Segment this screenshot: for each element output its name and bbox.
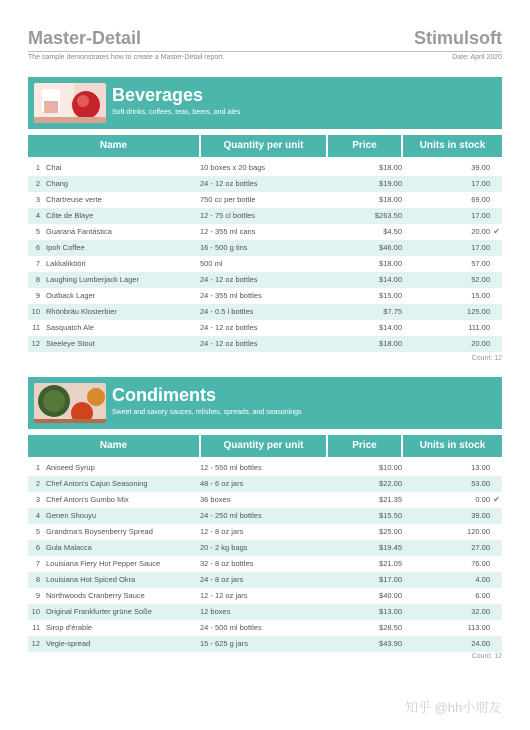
product-name: Sirop d'érable	[46, 623, 93, 632]
product-rows	[28, 460, 502, 652]
table-row	[28, 620, 502, 636]
table-header	[28, 435, 502, 457]
column-header-quantity: Quantity per unit	[201, 435, 326, 457]
product-stock: 0.00	[475, 495, 490, 504]
discontinued-check-icon: ✔	[493, 227, 500, 236]
product-stock: 6.00	[475, 591, 490, 600]
product-quantity: 24 - 12 oz bottles	[200, 323, 258, 332]
product-quantity: 12 - 355 ml cans	[200, 227, 256, 236]
product-quantity: 48 - 6 oz jars	[200, 479, 244, 488]
product-stock: 76.00	[471, 559, 490, 568]
product-quantity: 24 - 250 ml bottles	[200, 511, 262, 520]
product-stock: 20.00	[471, 339, 490, 348]
product-stock: 39.00	[471, 511, 490, 520]
product-quantity: 24 - 0.5 l bottles	[200, 307, 254, 316]
product-price: $14.00	[379, 275, 402, 284]
table-row	[28, 304, 502, 320]
table-row	[28, 572, 502, 588]
report-subtitle: The sample demonstrates how to create a Master-Detail report.	[28, 54, 225, 61]
product-quantity: 16 - 500 g tins	[200, 243, 248, 252]
product-price: $10.00	[379, 463, 402, 472]
product-quantity: 500 ml	[200, 259, 223, 268]
product-quantity: 24 - 8 oz jars	[200, 575, 244, 584]
row-number: 4	[35, 211, 40, 220]
product-quantity: 32 - 8 oz bottles	[200, 559, 254, 568]
table-row	[28, 240, 502, 256]
table-row	[28, 192, 502, 208]
table-row	[28, 336, 502, 352]
product-quantity: 24 - 500 ml bottles	[200, 623, 262, 632]
product-price: $18.00	[379, 339, 402, 348]
table-row	[28, 508, 502, 524]
product-quantity: 36 boxes	[200, 495, 231, 504]
product-quantity: 750 cc per bottle	[200, 195, 256, 204]
table-header	[28, 135, 502, 157]
row-number: 11	[32, 623, 40, 632]
row-count: Count: 12	[471, 653, 502, 660]
product-name: Chef Anton's Cajun Seasoning	[46, 479, 148, 488]
product-name: Chef Anton's Gumbo Mix	[46, 495, 129, 504]
header-divider	[28, 51, 502, 52]
row-count: Count: 12	[471, 355, 502, 362]
discontinued-check-icon: ✔	[493, 495, 500, 504]
product-quantity: 12 - 12 oz jars	[200, 591, 248, 600]
brand-name: Stimulsoft	[414, 28, 502, 48]
product-name: Outback Lager	[46, 291, 96, 300]
product-price: $15.50	[379, 511, 402, 520]
product-price: $19.45	[379, 543, 402, 552]
product-name: Guaraná Fantástica	[46, 227, 112, 236]
product-stock: 20.00	[471, 227, 490, 236]
product-stock: 15.00	[471, 291, 490, 300]
product-price: $43.90	[379, 639, 402, 648]
table-row	[28, 524, 502, 540]
product-price: $17.00	[379, 575, 402, 584]
product-name: Laughing Lumberjack Lager	[46, 275, 139, 284]
category-image	[34, 383, 106, 423]
row-number: 9	[35, 291, 40, 300]
column-header-stock: Units in stock	[403, 135, 502, 157]
row-number: 7	[35, 559, 40, 568]
table-row	[28, 636, 502, 652]
table-row	[28, 320, 502, 336]
category-description: Sweet and savory sauces, relishes, spreads, and seasonings	[112, 409, 302, 416]
product-stock: 17.00	[471, 243, 490, 252]
product-name: Grandma's Boysenberry Spread	[46, 527, 153, 536]
row-number: 7	[35, 259, 40, 268]
product-name: Vegie-spread	[46, 639, 91, 648]
product-quantity: 10 boxes x 20 bags	[200, 163, 266, 172]
table-row	[28, 208, 502, 224]
product-stock: 111.00	[468, 323, 490, 332]
product-stock: 17.00	[471, 179, 490, 188]
category-banner	[28, 377, 502, 429]
table-row	[28, 492, 502, 508]
product-stock: 57.00	[471, 259, 490, 268]
product-price: $28.50	[379, 623, 402, 632]
product-name: Genen Shouyu	[46, 511, 97, 520]
product-stock: 17.00	[471, 211, 490, 220]
product-price: $18.00	[379, 259, 402, 268]
row-number: 4	[35, 511, 40, 520]
product-price: $263.50	[374, 211, 402, 220]
product-stock: 32.00	[471, 607, 490, 616]
product-price: $21.35	[379, 495, 402, 504]
product-stock: 69.00	[471, 195, 490, 204]
product-price: $4.50	[383, 227, 402, 236]
table-row	[28, 160, 502, 176]
product-price: $18.00	[379, 195, 402, 204]
table-row	[28, 588, 502, 604]
product-name: Original Frankfurter grüne Soße	[46, 607, 152, 616]
table-row	[28, 176, 502, 192]
category-banner	[28, 77, 502, 129]
product-quantity: 24 - 12 oz bottles	[200, 339, 258, 348]
product-stock: 53.00	[471, 479, 490, 488]
row-number: 6	[35, 243, 40, 252]
product-stock: 120.00	[467, 527, 490, 536]
row-number: 3	[35, 495, 40, 504]
table-row	[28, 556, 502, 572]
category-description: Soft drinks, coffees, teas, beers, and ales	[112, 109, 241, 116]
product-price: $18.00	[379, 163, 402, 172]
product-name: Sasquatch Ale	[46, 323, 94, 332]
row-number: 2	[35, 179, 40, 188]
row-number: 5	[35, 227, 40, 236]
product-price: $40.00	[379, 591, 402, 600]
product-price: $14.00	[379, 323, 402, 332]
row-number: 10	[31, 307, 40, 316]
column-header-name: Name	[28, 135, 199, 157]
row-number: 12	[31, 639, 40, 648]
product-name: Ipoh Coffee	[46, 243, 85, 252]
table-row	[28, 476, 502, 492]
product-stock: 13.00	[471, 463, 490, 472]
row-number: 11	[32, 323, 40, 332]
product-name: Lakkalikööri	[46, 259, 86, 268]
product-stock: 24.00	[471, 639, 490, 648]
row-number: 2	[35, 479, 40, 488]
table-row	[28, 256, 502, 272]
product-name: Louisiana Fiery Hot Pepper Sauce	[46, 559, 161, 568]
product-stock: 52.00	[471, 275, 490, 284]
product-stock: 27.00	[471, 543, 490, 552]
product-name: Rhönbräu Klosterbier	[46, 307, 117, 316]
product-price: $22.00	[379, 479, 402, 488]
table-row	[28, 288, 502, 304]
table-row	[28, 224, 502, 240]
table-row	[28, 460, 502, 476]
product-quantity: 20 - 2 kg bags	[200, 543, 248, 552]
product-stock: 4.00	[475, 575, 490, 584]
product-price: $21.05	[379, 559, 402, 568]
column-header-price: Price	[328, 135, 401, 157]
product-name: Aniseed Syrup	[46, 463, 95, 472]
report-date: Date: April 2020	[452, 54, 502, 61]
row-number: 10	[31, 607, 40, 616]
row-number: 1	[35, 463, 40, 472]
product-stock: 113.00	[467, 623, 490, 632]
row-number: 9	[35, 591, 40, 600]
product-price: $19.00	[379, 179, 402, 188]
product-name: Steeleye Stout	[46, 339, 95, 348]
product-quantity: 12 - 550 ml bottles	[200, 463, 262, 472]
category-name: Condiments	[112, 385, 217, 405]
row-number: 1	[35, 163, 40, 172]
product-stock: 125.00	[467, 307, 490, 316]
product-rows	[28, 160, 502, 352]
product-price: $46.00	[379, 243, 402, 252]
product-quantity: 12 boxes	[200, 607, 231, 616]
product-name: Gula Malacca	[46, 543, 92, 552]
product-price: $15.00	[379, 291, 402, 300]
product-name: Côte de Blaye	[46, 211, 94, 220]
row-number: 12	[31, 339, 40, 348]
row-number: 3	[35, 195, 40, 204]
product-name: Northwoods Cranberry Sauce	[46, 591, 145, 600]
product-quantity: 12 - 8 oz jars	[200, 527, 244, 536]
product-name: Chang	[46, 179, 69, 188]
report-title: Master-Detail	[28, 28, 142, 48]
product-stock: 39.00	[471, 163, 490, 172]
product-quantity: 15 - 625 g jars	[200, 639, 248, 648]
product-quantity: 12 - 75 cl bottles	[200, 211, 256, 220]
product-price: $25.00	[379, 527, 402, 536]
table-row	[28, 272, 502, 288]
product-quantity: 24 - 12 oz bottles	[200, 179, 258, 188]
product-price: $7.75	[383, 307, 402, 316]
row-number: 5	[35, 527, 40, 536]
product-name: Louisiana Hot Spiced Okra	[46, 575, 136, 584]
table-row	[28, 604, 502, 620]
row-number: 8	[35, 575, 40, 584]
category-image	[34, 83, 106, 123]
column-header-name: Name	[28, 435, 199, 457]
column-header-quantity: Quantity per unit	[201, 135, 326, 157]
product-quantity: 24 - 12 oz bottles	[200, 275, 258, 284]
category-name: Beverages	[112, 85, 204, 105]
column-header-price: Price	[328, 435, 401, 457]
product-quantity: 24 - 355 ml bottles	[200, 291, 262, 300]
row-number: 8	[35, 275, 40, 284]
column-header-stock: Units in stock	[403, 435, 502, 457]
row-number: 6	[35, 543, 40, 552]
table-row	[28, 540, 502, 556]
product-name: Chartreuse verte	[46, 195, 102, 204]
watermark: 知乎 @hh小朋友	[405, 700, 502, 715]
product-price: $13.00	[379, 607, 402, 616]
product-name: Chai	[46, 163, 62, 172]
